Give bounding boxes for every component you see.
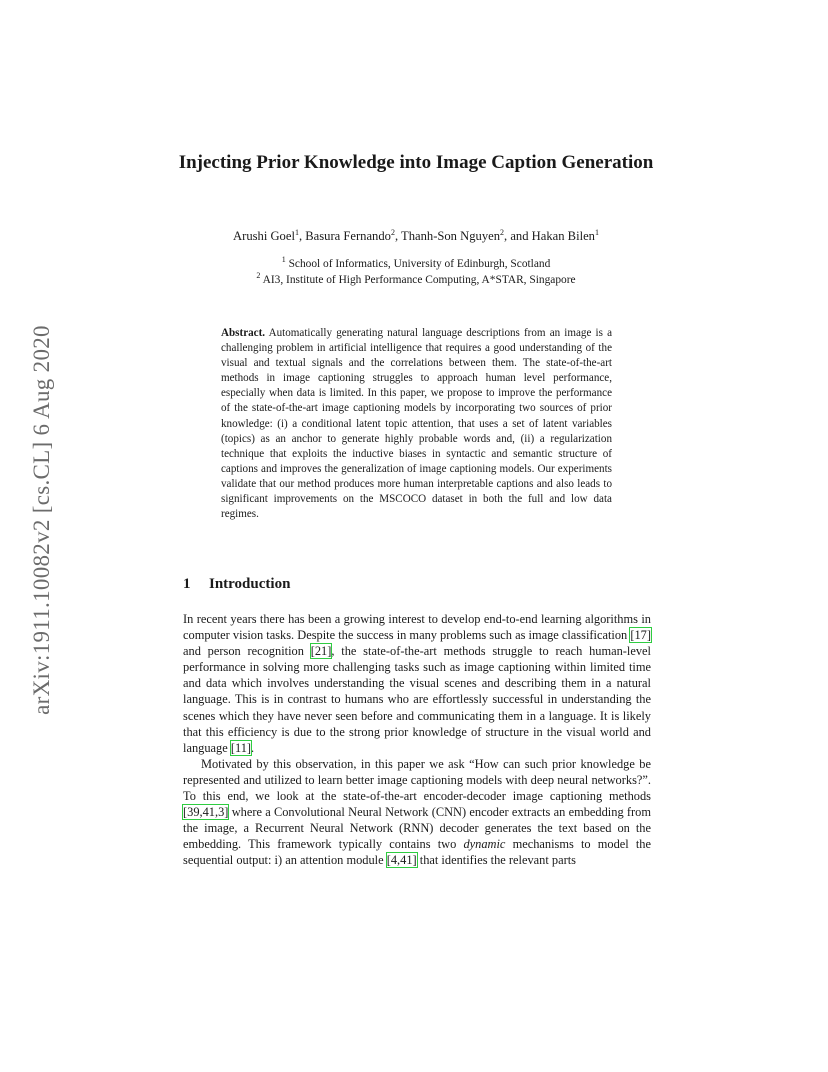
citation-link[interactable]: [11] (230, 740, 252, 755)
paragraph-text: , the state-of-the-art methods struggle to reach human-level performance in solving more challenging tasks such as image captioning within limited time and data which involves understanding the visual scenes and describing them in a natural language. This is in contrast to humans who are effortlessly successful in understanding the scenes which they have never seen before and communicating them in a language. It is likely that this efficiency is due to the strong prior knowledge of structure in the visual world and language (183, 644, 652, 755)
author-affiliation-mark: 1 (594, 228, 599, 237)
affiliation (150, 255, 682, 270)
author-affiliation-mark: 2 (500, 228, 505, 237)
paragraph-text: where a Convolutional Neural Network (CNN) encoder extracts an embedding from the image, a Recurrent Neural Network (RNN) decoder generates the text based on the embedding. This framework typically contains two (183, 805, 651, 852)
arxiv-identifier-stamp: arXiv:1911.10082v2 [cs.CL] 6 Aug 2020 (29, 325, 54, 715)
affiliation-mark: 1 (281, 255, 286, 264)
citation-link[interactable]: [39,41,3] (183, 805, 229, 820)
citation-link[interactable]: [21] (310, 644, 332, 659)
author-affiliation-mark: 1 (294, 228, 299, 237)
affiliation-text: School of Informatics, University of Edinburgh, Scotland (288, 258, 551, 270)
paragraph-text: In recent years there has been a growing interest to develop end-to-end learning algorithms in computer vision tasks. Despite the success in many problems such as image classification (183, 612, 651, 643)
author-name: Hakan Bilen (531, 229, 595, 243)
paragraph-text: that identifies the relevant parts (416, 853, 576, 868)
author-list: Arushi Goel$^1$, Basura Fernando$^2$, Thanh-Son Nguyen$^2$, and Hakan Bilen$^1$ (233, 228, 599, 243)
paragraph-text: and person recognition (183, 644, 311, 659)
author-name: Arushi Goel (233, 229, 295, 243)
paragraph (183, 756, 651, 869)
abstract-label: Abstract. (221, 327, 266, 339)
citation-link[interactable]: [17] (630, 628, 651, 643)
author-name: Basura Fernando (305, 229, 391, 243)
paragraph-text: . (251, 740, 255, 755)
section-title: Introduction (209, 576, 291, 592)
author-name: Thanh-Son Nguyen (401, 229, 501, 243)
section-heading (183, 576, 290, 593)
paragraph-text: mechanisms to model the sequential output: i) an attention module (183, 837, 652, 868)
abstract-text: Automatically generating natural language descriptions from an image is a challenging problem in artificial intelligence that requires a good understanding of the visual and textual signals and the correlations between them. The state-of-the-art methods in image captioning struggles to approach human level performance, especially when data is limited. In this paper, we propose to improve the performance of the state-of-the-art image captioning models by incorporating two sources of prior knowledge: (i) a conditional latent topic attention, that uses a set of latent variables (topics) as an anchor to generate highly probable words and, (ii) a regularization technique that exploits the inductive biases in syntactic and semantic structure of captions and improves the generalization of image captioning models. Our experiments validate that our method produces more human interpretable captions and also leads to significant improvements on the MSCOCO dataset in both the full and low data regimes. (221, 327, 612, 521)
emphasized-text: dynamic (463, 837, 506, 852)
affiliation-mark: 2 (256, 271, 261, 280)
abstract (221, 326, 612, 522)
citation-link[interactable]: [4,41] (386, 853, 417, 868)
author-affiliation-mark: 2 (390, 228, 395, 237)
section-number: 1 (183, 576, 191, 592)
affiliation-text: AI3, Institute of High Performance Computing, A*STAR, Singapore (262, 274, 576, 286)
introduction-body (183, 611, 651, 869)
paragraph (183, 611, 651, 756)
paper-title: Injecting Prior Knowledge into Image Caption Generation (178, 152, 654, 173)
affiliation (150, 271, 682, 286)
paragraph-text: Motivated by this observation, in this paper we ask “How can such prior knowledge be represented and utilized to learn better image captioning models with deep neural networks?”. To this end, we look at the state-of-the-art encoder-decoder image captioning methods (183, 756, 651, 804)
